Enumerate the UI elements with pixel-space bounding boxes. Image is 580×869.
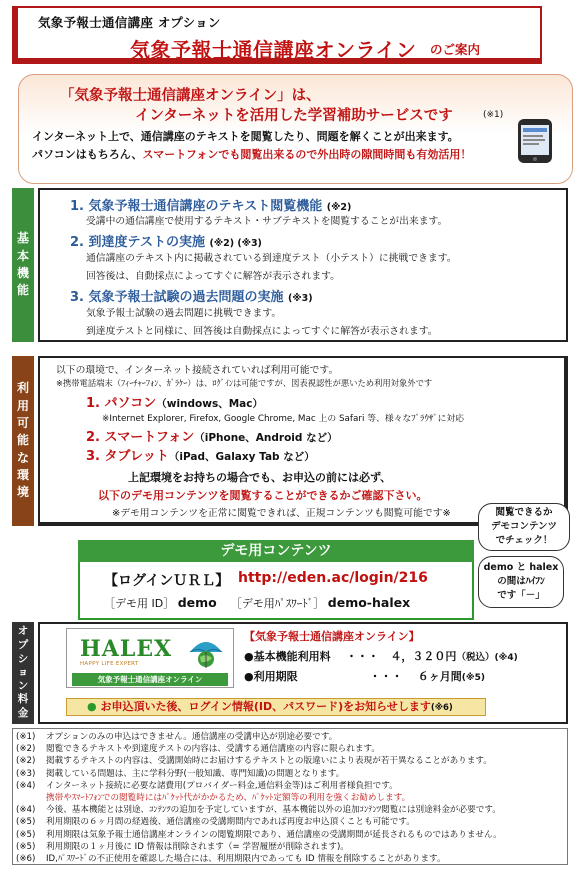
footnote-row — [16, 780, 502, 792]
footnote-mark: (※5) — [16, 841, 36, 852]
intro-headline-2: インターネットを活用した学習補助サービスです — [135, 108, 453, 124]
footnote-row — [16, 792, 502, 804]
footnote-text: インターネット接続に必要な諸費用(プロバイダー料金,通信料金等)はご利用者様負担です。 — [46, 780, 398, 791]
halex-logo-course-name: 気象予報士通信講座オンライン — [72, 673, 228, 686]
footnote-text: ID,ﾊﾟｽﾜｰﾄﾞの不正使用を確認した場合には、利用期限内であっても ID 情報を削除することがあります。 — [46, 853, 446, 864]
footnote-row — [16, 841, 502, 853]
env-pc: 1. パソコン（windows、Mac） — [86, 396, 263, 411]
env-warning-3: ※デモ用コンテンツを正常に閲覧できれば、正規コンテンツも閲覧可能です※ — [112, 508, 451, 519]
footnote-row — [16, 743, 502, 755]
umbrella-globe-icon — [186, 634, 226, 670]
env-pc-browsers: ※Internet Explorer, Firefox, Google Chrome, Mac 上の Safari 等、様々なﾌﾞﾗｳｻﾞに対応 — [102, 414, 465, 424]
env-tablet: 3. タブレット（iPad、Galaxy Tab など） — [86, 449, 315, 464]
footnote-text: 利用期限の１ヶ月後に ID 情報は削除されます（= 学習履歴が削除されます)。 — [46, 841, 349, 852]
option-fee-side-label: オ プ シ ョ ン 料 金 — [12, 622, 34, 724]
footnote-text: 閲覧できるテキストや到達度テストの内容は、受講する通信講座の内容に限られます。 — [46, 744, 380, 755]
header-subtitle: 気象予報士通信講座 オプション — [38, 15, 221, 30]
footnote-mark: (※6) — [16, 853, 36, 864]
page-title: 気象予報士通信講座オンライン — [130, 38, 417, 62]
footnote-text: 携帯やｽﾏｰﾄﾌｫﾝでの閲覧時にはﾊﾟｹｯﾄ代がかかるため、ﾊﾟｹｯﾄ定額等の利用を強くお勧めします。 — [46, 792, 411, 803]
feature-3-desc-1: 気象予報士試験の過去問題に挑戦できます。 — [86, 308, 282, 319]
footnote-row — [16, 755, 502, 767]
footnote-mark: (※3) — [16, 768, 36, 779]
footnote-text: 利用期限は気象予報士通信講座オンラインの閲覧期限であり、通信講座の受講期間が延長されるものではありません。 — [46, 829, 502, 840]
footnote-mark: (※1) — [16, 732, 36, 742]
option-title: 【気象予報士通信講座オンライン】 — [244, 630, 420, 643]
env-warning-1: 上記環境をお持ちの場合でも、お申込の前には必ず、 — [128, 471, 392, 484]
feature-2-desc-2: 回答後は、自動採点によってすぐに解答が表示されます。 — [86, 271, 340, 282]
footnote-row — [16, 816, 502, 828]
footnote-row — [16, 829, 502, 841]
demo-login-url[interactable]: http://eden.ac/login/216 — [238, 570, 428, 586]
footnote-text: 利用期限の６ヶ月間の経過後、通信講座の受講期間内であれば再度お申込頂くことも可能です。 — [46, 817, 415, 828]
footnote-text: 掲載している問題は、主に学科分野(一般知識、専門知識)の問題となります。 — [46, 768, 345, 779]
footnote-row — [16, 853, 502, 865]
footnote-text: 掲載するテキストの内容は、受講開始時にお届けするテキストとの版違いにより表現が若干異なることがあります。 — [46, 756, 492, 767]
demo-credentials: ［デモ用 ID］ demo ［デモ用ﾊﾟｽﾜｰﾄﾞ］ demo-halex — [104, 595, 411, 610]
demo-login-label: 【ログインＵＲＬ】 — [104, 573, 230, 589]
feature-2-desc-1: 通信講座のテキスト内に掲載されている到達度テスト（小テスト）に挑戦できます。 — [86, 253, 457, 264]
halex-logo-text: HALEX — [80, 636, 173, 662]
env-feature-phone-note: ※携帯電話端末（ﾌｨｰﾁｬｰﾌｫﾝ、ｶﾞﾗｹｰ）は、ﾛｸﾞｲﾝは可能ですが、図表視認性が悪いため利用対象外です — [56, 378, 433, 388]
callout-check-demo: 閲覧できるか デモコンテンツ でチェック！ — [478, 503, 570, 551]
fee-row: ●基本機能利用料 ・・・ ４，３２０円（税込）(※4) — [244, 650, 518, 663]
env-warning-2: 以下のデモ用コンテンツを閲覧することができるかご確認下さい。 — [98, 489, 428, 502]
footnote-text: オプションのみの申込はできません。通信講座の受講申込が別途必要です。 — [46, 732, 338, 742]
feature-1-desc: 受講中の通信講座で使用するテキスト・サブテキストを閲覧することが出来ます。 — [86, 216, 448, 227]
footnote-mark: (※5) — [16, 817, 36, 828]
intro-description: インターネット上で、通信講座のテキストを閲覧したり、問題を解くことが出来ます。 — [32, 130, 459, 143]
environment-side-label: 利 用 可 能 な 環 境 — [12, 356, 34, 526]
demo-header: デモ用コンテンツ — [78, 540, 474, 562]
footnote-row — [16, 768, 502, 780]
halex-logo-tagline: HAPPY LIFE EXPERT — [80, 661, 139, 667]
footnote-mark: (※5) — [16, 829, 36, 840]
footnote-mark: (※4) — [16, 805, 36, 816]
env-smartphone: 2. スマートフォン（iPhone、Android など） — [86, 430, 338, 445]
basic-features-side-label: 基 本 機 能 — [12, 188, 34, 342]
feature-3-desc-2: 到達度テストと同様に、回答後は自動採点によってすぐに解答が表示されます。 — [86, 326, 438, 337]
intro-smartphone-line: パソコンはもちろん、スマートフォンでも閲覧出来るので外出時の隙間時間も有効活用！ — [32, 148, 472, 161]
footnote-row — [16, 804, 502, 816]
intro-note-mark: (※1) — [483, 110, 504, 120]
footnote-mark: (※4) — [16, 780, 36, 791]
footnote-mark: (※2) — [16, 756, 36, 767]
footnotes-list — [16, 731, 502, 865]
feature-1-heading: 1. 気象予報士通信講座のテキスト閲覧機能 (※2) — [70, 199, 352, 214]
page-title-suffix: のご案内 — [430, 42, 481, 57]
smartphone-icon — [512, 118, 558, 164]
login-info-notice: ● お申込頂いた後、ログイン情報(ID、パスワード)をお知らせします(※6) — [66, 698, 486, 716]
feature-2-heading: 2. 到達度テストの実施 (※2) (※3) — [70, 235, 262, 250]
footnote-text: 今後、基本機能とは別途、ｺﾝﾃﾝﾂの追加を予定していますが、基本機能以外の追加ｺﾝﾃﾝﾂ閲覧には別途料金が必要です。 — [46, 805, 501, 816]
footnote-mark: (※2) — [16, 744, 36, 755]
callout-hyphen-note: demo と halex の間はﾊｲﾌﾝ です「－」 — [478, 556, 564, 608]
footnote-row — [16, 731, 502, 743]
intro-headline-1: 「気象予報士通信講座オンライン」は、 — [60, 88, 321, 104]
feature-3-heading: 3. 気象予報士試験の過去問題の実施 (※3) — [70, 290, 313, 305]
env-intro: 以下の環境で、インターネット接続されていれば利用可能です。 — [56, 365, 339, 376]
period-row: ●利用期限 ・・・ ６ヶ月間(※5) — [244, 670, 486, 683]
